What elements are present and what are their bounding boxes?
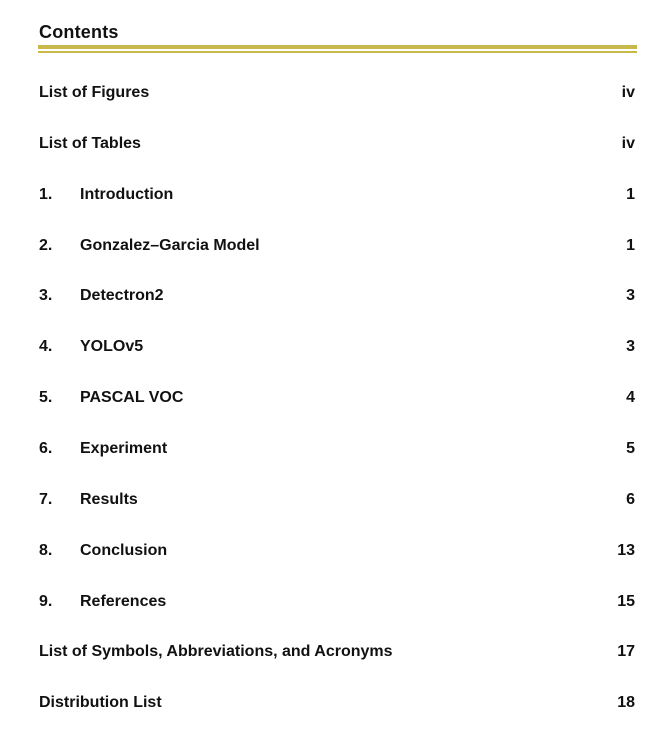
toc-entry[interactable] [39,692,635,714]
toc-entry[interactable] [39,235,635,257]
toc-entry-page-number[interactable]: 1 [626,237,635,254]
toc-entry[interactable] [39,336,635,358]
toc-entry-title[interactable]: List of Symbols, Abbreviations, and Acronyms [39,643,393,660]
toc-entry[interactable] [39,133,635,155]
toc-entry-page-number[interactable]: 13 [617,542,635,559]
toc-entry[interactable] [39,540,635,562]
toc-entry-number: 9. [39,593,53,610]
toc-entry-page-number[interactable]: iv [621,84,635,101]
toc-entry-title[interactable]: Results [80,491,138,508]
toc-entry-number: 4. [39,338,53,355]
toc-entry-number: 3. [39,287,53,304]
toc-entry[interactable] [39,184,635,206]
toc-entry-page-number[interactable]: 15 [617,593,635,610]
toc-entry-number: 8. [39,542,53,559]
toc-entry-title[interactable]: YOLOv5 [80,338,144,355]
toc-entry[interactable] [39,82,635,104]
toc-entry[interactable] [39,387,635,409]
toc-entry-page-number[interactable]: 5 [626,440,635,457]
toc-entry-number: 7. [39,491,53,508]
toc-entry-title[interactable]: Introduction [80,186,174,203]
toc-entry-title[interactable]: Gonzalez–Garcia Model [80,237,260,254]
toc-entry-number: 5. [39,389,53,406]
toc-entry-page-number[interactable]: 3 [626,287,635,304]
toc-entry[interactable] [39,489,635,511]
toc-entry-title[interactable]: References [80,593,167,610]
toc-entry[interactable] [39,591,635,613]
toc-entry-title[interactable]: PASCAL VOC [80,389,184,406]
toc-entry-number: 1. [39,186,53,203]
toc-entry-title[interactable]: Detectron2 [80,287,164,304]
toc-entry-title[interactable]: Conclusion [80,542,168,559]
toc-entry-page-number[interactable]: 17 [617,643,635,660]
toc-entry-number: 2. [39,237,53,254]
toc-entry-number: 6. [39,440,53,457]
toc-entry-title[interactable]: Experiment [80,440,168,457]
toc-entry-page-number[interactable]: 6 [626,491,635,508]
toc-entry[interactable] [39,641,635,663]
toc-entry[interactable] [39,438,635,460]
toc-entry-title[interactable]: Distribution List [39,694,162,711]
heading-rule-thick [38,45,637,49]
toc-entry-title[interactable]: List of Tables [39,135,141,152]
toc-entry-page-number[interactable]: 3 [626,338,635,355]
toc-entry-page-number[interactable]: 18 [617,694,635,711]
toc-entry-page-number[interactable]: iv [621,135,635,152]
toc-entry[interactable] [39,285,635,307]
contents-heading: Contents [39,22,119,42]
toc-entry-page-number[interactable]: 4 [626,389,635,406]
toc-entry-page-number[interactable]: 1 [626,186,635,203]
toc-entry-title[interactable]: List of Figures [39,84,150,101]
heading-rule-thin [38,51,637,53]
